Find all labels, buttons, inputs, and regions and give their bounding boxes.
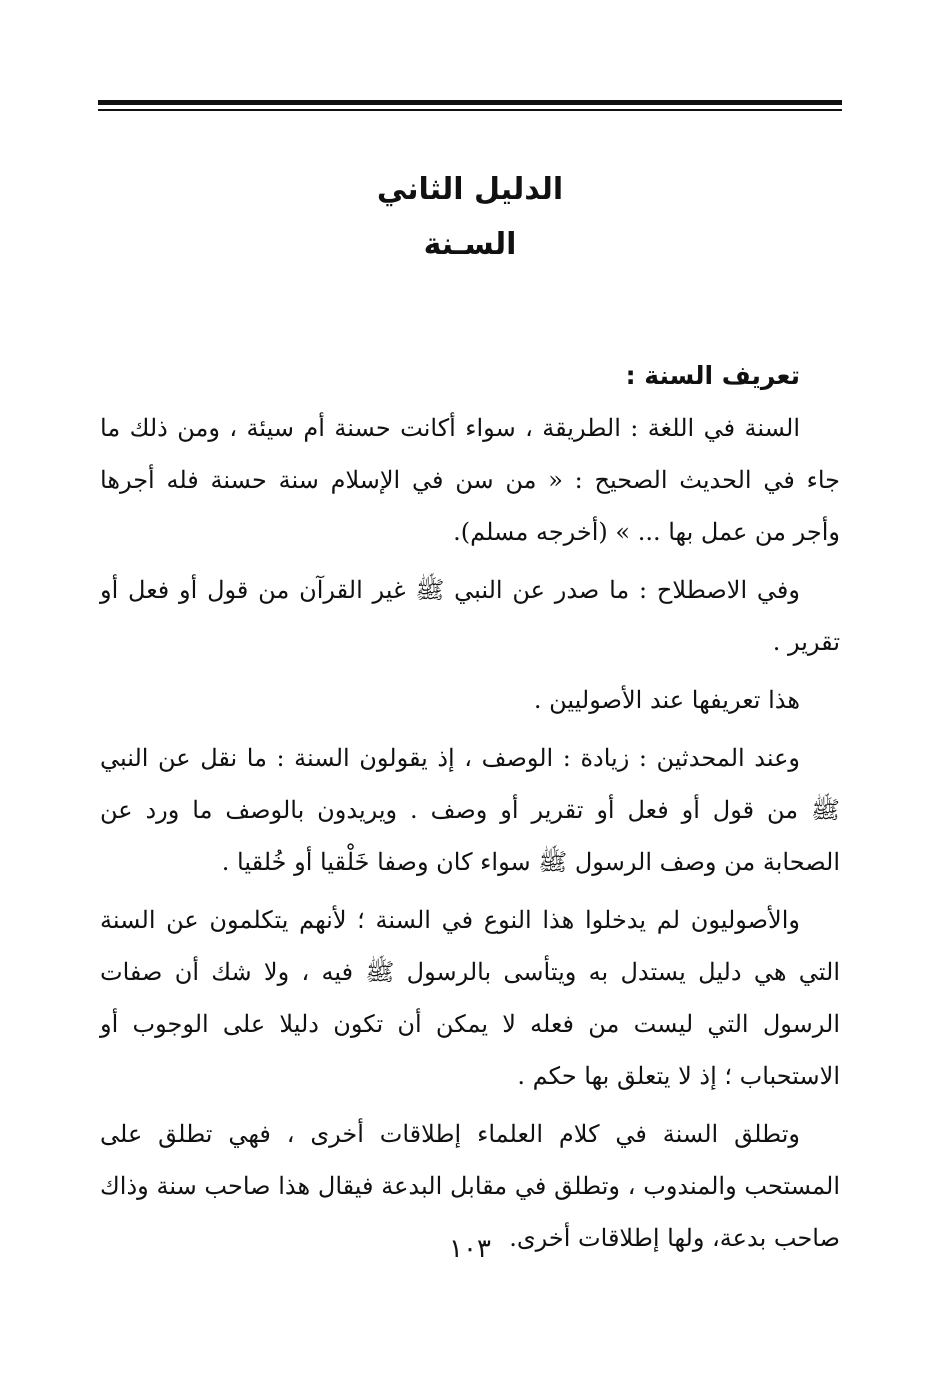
paragraph-1: السنة في اللغة : الطريقة ، سواء أكانت حسنة أم سيئة ، ومن ذلك ما جاء في الحديث الصحيح : « من سن في الإسلام سنة حسنة فله أجرها وأجر من عمل بها ... » (أخرجه مسلم). — [100, 414, 840, 546]
paragraph-3: هذا تعريفها عند الأصوليين . — [533, 686, 800, 714]
paragraph-5: والأصوليون لم يدخلوا هذا النوع في السنة ؛ لأنهم يتكلمون عن السنة التي هي دليل يستدل به ويتأسى بالرسول ﷺ فيه ، ولا شك أن صفات الرسول التي ليست من فعله لا يمكن أن تكون دليلا على الوجوب أو الاستحباب ؛ إذ لا يتعلق بها حكم . — [100, 906, 840, 1090]
section-heading: تعريف السنة : — [625, 361, 800, 390]
page-body — [100, 356, 840, 1270]
paragraph-4: وعند المحدثين : زيادة : الوصف ، إذ يقولون السنة : ما نقل عن النبي ﷺ من قول أو فعل أو تقرير أو وصف . ويريدون بالوصف ما ورد عن الصحابة من وصف الرسول ﷺ سواء كان وصفا خَلْقيا أو خُلقيا . — [100, 744, 840, 876]
header-rule-thin — [98, 109, 842, 111]
header-rule-thick — [98, 100, 842, 105]
paragraph-6: وتطلق السنة في كلام العلماء إطلاقات أخرى ، فهي تطلق على المستحب والمندوب ، وتطلق في مقابل البدعة فيقال هذا صاحب سنة وذاك صاحب بدعة، ولها إطلاقات أخرى. — [100, 1120, 840, 1252]
paragraph-2: وفي الاصطلاح : ما صدر عن النبي ﷺ غير القرآن من قول أو فعل أو تقرير . — [100, 576, 840, 656]
chapter-title: الدليل الثاني — [376, 172, 564, 207]
chapter-subtitle: السـنة — [423, 227, 517, 262]
page-number: ١٠٣ — [449, 1234, 491, 1264]
